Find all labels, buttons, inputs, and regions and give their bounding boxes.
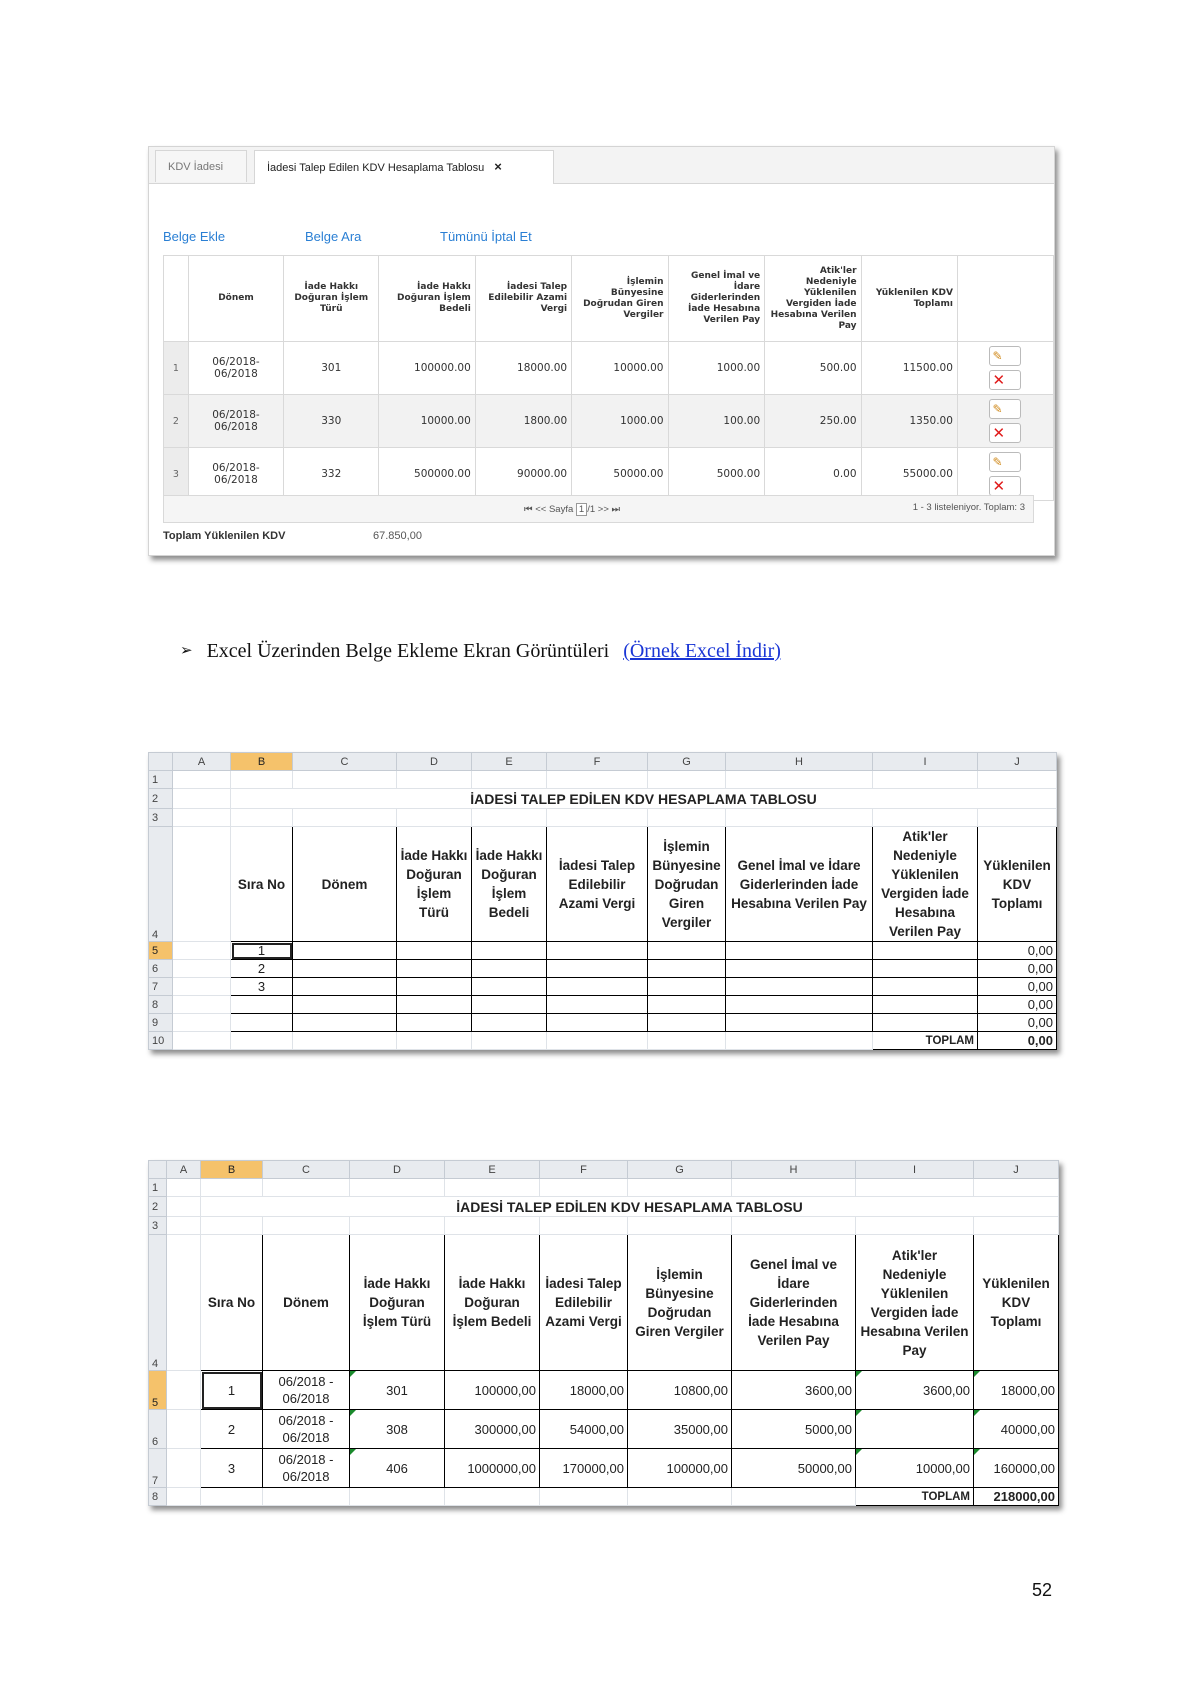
hdr-azami-vergi: İadesi Talep Edilebilir Azami Vergi <box>547 827 648 942</box>
col-header[interactable]: B <box>231 753 293 771</box>
excel-sheet-filled <box>148 1160 1059 1506</box>
table-row[interactable] <box>164 342 1054 395</box>
hdr-islem-turu: İade Hakkı Doğuran İşlem Türü <box>397 827 472 942</box>
cell[interactable] <box>293 978 397 996</box>
cell[interactable] <box>293 1014 397 1032</box>
cell-sira-no[interactable]: 1 <box>201 1371 263 1410</box>
col-islem-bedeli[interactable]: İade Hakkı Doğuran İşlem Bedeli <box>379 256 475 342</box>
toplam-label: TOPLAM <box>856 1488 974 1506</box>
cell[interactable] <box>472 996 547 1014</box>
row-header[interactable]: 8 <box>149 996 173 1014</box>
cell[interactable] <box>547 978 648 996</box>
row-header[interactable]: 10 <box>149 1032 173 1050</box>
row-header[interactable]: 4 <box>149 1235 167 1371</box>
cell[interactable] <box>873 996 978 1014</box>
col-atik-pay[interactable]: Atik'ler Nedeniyle Yüklenilen Vergiden İade Hesabına Verilen Pay <box>765 256 861 342</box>
col-genel-imal-pay[interactable]: Genel İmal ve İdare Giderlerinden İade Hesabına Verilen Pay <box>668 256 765 342</box>
table-row <box>149 996 1057 1014</box>
cell[interactable] <box>472 942 547 960</box>
select-all-corner[interactable] <box>149 753 173 771</box>
cell-kdv-toplami[interactable]: 0,00 <box>978 1014 1057 1032</box>
row-header[interactable]: 6 <box>149 1410 167 1449</box>
cell-kdv-toplami[interactable]: 0,00 <box>978 978 1057 996</box>
hdr-islem-bedeli: İade Hakkı Doğuran İşlem Bedeli <box>472 827 547 942</box>
toplam-value[interactable]: 0,00 <box>978 1032 1057 1050</box>
ornek-excel-indir-link[interactable]: (Örnek Excel İndir) <box>623 640 781 662</box>
cell-atik-pay[interactable] <box>856 1410 974 1449</box>
tab-label: İadesi Talep Edilen KDV Hesaplama Tablosu <box>267 162 485 174</box>
total-row <box>163 530 422 542</box>
cell-giren-vergiler: 10000.00 <box>572 342 668 395</box>
cell[interactable] <box>397 942 472 960</box>
cell[interactable] <box>547 996 648 1014</box>
row-header[interactable]: 3 <box>149 809 173 827</box>
col-header[interactable]: J <box>974 1161 1059 1179</box>
tab-bar <box>149 147 1054 184</box>
col-header[interactable]: F <box>540 1161 628 1179</box>
cell-kdv-toplami[interactable]: 160000,00 <box>974 1449 1059 1488</box>
hdr-sira-no: Sıra No <box>231 827 293 942</box>
table-row[interactable] <box>164 395 1054 448</box>
sheet-title: İADESİ TALEP EDİLEN KDV HESAPLAMA TABLOSU <box>231 789 1057 809</box>
red-x-icon: ✕ <box>992 371 1006 389</box>
toplam-label: TOPLAM <box>873 1032 978 1050</box>
row-header[interactable]: 1 <box>149 771 173 789</box>
cell-islem-bedeli: 100000.00 <box>379 342 475 395</box>
cell[interactable] <box>726 978 873 996</box>
edit-button[interactable] <box>989 452 1021 472</box>
excel-sheet-empty <box>148 752 1057 1050</box>
col-header[interactable]: A <box>173 753 231 771</box>
pencil-icon: ✎ <box>992 455 1003 469</box>
hdr-giren-vergiler: İşlemin Bünyesine Doğrudan Giren Vergiler <box>648 827 726 942</box>
web-screenshot <box>148 146 1055 556</box>
col-header[interactable]: F <box>547 753 648 771</box>
cell[interactable] <box>648 978 726 996</box>
col-actions <box>957 256 1053 342</box>
table-row <box>149 1449 1059 1488</box>
hdr-azami-vergi: İadesi Talep Edilebilir Azami Vergi <box>540 1235 628 1371</box>
cell-sira-no[interactable]: 2 <box>201 1410 263 1449</box>
rownum-header <box>164 256 189 342</box>
table-row <box>149 942 1057 960</box>
cell-donem: 06/2018-06/2018 <box>188 342 283 395</box>
row-header[interactable]: 8 <box>149 1488 167 1506</box>
section-heading <box>180 640 781 663</box>
first-page-icon[interactable]: ⏮ <box>524 504 533 515</box>
col-header[interactable]: H <box>732 1161 856 1179</box>
cell[interactable] <box>397 978 472 996</box>
hdr-genel-imal-pay: Genel İmal ve İdare Giderlerinden İade Hesabına Verilen Pay <box>726 827 873 942</box>
cell[interactable] <box>547 960 648 978</box>
cell-giren-vergiler[interactable]: 10800,00 <box>628 1371 732 1410</box>
cell-azami-vergi: 1800.00 <box>475 395 571 448</box>
cell-atik-pay: 500.00 <box>765 342 861 395</box>
cell-sira-no[interactable]: 1 <box>231 942 293 960</box>
tab-hesaplama-tablosu[interactable] <box>254 150 554 184</box>
next-page-icon[interactable]: >> <box>597 504 609 515</box>
row-header[interactable]: 5 <box>149 942 173 960</box>
cell-islem-turu: 332 <box>284 448 379 501</box>
cell[interactable] <box>397 996 472 1014</box>
col-header[interactable]: E <box>445 1161 540 1179</box>
cell[interactable] <box>472 1014 547 1032</box>
col-header[interactable]: G <box>648 753 726 771</box>
cell-kdv-toplami: 1350.00 <box>861 395 957 448</box>
cell[interactable] <box>648 996 726 1014</box>
cell[interactable] <box>472 978 547 996</box>
table-row <box>149 1371 1059 1410</box>
cell-islem-bedeli[interactable]: 300000,00 <box>445 1410 540 1449</box>
cell[interactable] <box>293 960 397 978</box>
col-header[interactable]: E <box>472 753 547 771</box>
col-header[interactable]: I <box>856 1161 974 1179</box>
sheet-title: İADESİ TALEP EDİLEN KDV HESAPLAMA TABLOSU <box>201 1197 1059 1217</box>
cell-azami-vergi[interactable]: 18000,00 <box>540 1371 628 1410</box>
col-header[interactable]: I <box>873 753 978 771</box>
cell-giren-vergiler[interactable]: 100000,00 <box>628 1449 732 1488</box>
pencil-icon: ✎ <box>992 402 1003 416</box>
cell[interactable] <box>726 942 873 960</box>
row-header[interactable]: 6 <box>149 960 173 978</box>
red-x-icon: ✕ <box>992 424 1006 442</box>
close-icon[interactable]: × <box>494 159 502 174</box>
cell-donem[interactable]: 06/2018 - 06/2018 <box>263 1371 350 1410</box>
cell[interactable] <box>397 960 472 978</box>
cell-islem-bedeli: 500000.00 <box>379 448 475 501</box>
col-donem[interactable]: Dönem <box>188 256 283 342</box>
delete-button[interactable] <box>989 423 1021 443</box>
row-header[interactable]: 2 <box>149 1197 167 1217</box>
col-header[interactable]: A <box>167 1161 201 1179</box>
pencil-icon: ✎ <box>992 349 1003 363</box>
col-azami-vergi[interactable]: İadesi Talep Edilebilir Azami Vergi <box>475 256 571 342</box>
cell[interactable] <box>293 996 397 1014</box>
row-actions <box>957 342 1053 395</box>
row-header[interactable]: 7 <box>149 1449 167 1488</box>
cell-atik-pay: 0.00 <box>765 448 861 501</box>
cell-atik-pay: 250.00 <box>765 395 861 448</box>
cell[interactable] <box>726 960 873 978</box>
col-header[interactable]: D <box>350 1161 445 1179</box>
col-header[interactable]: D <box>397 753 472 771</box>
cell-genel-imal-pay[interactable]: 50000,00 <box>732 1449 856 1488</box>
pagination-controls <box>524 503 620 516</box>
col-header[interactable]: H <box>726 753 873 771</box>
cell-islem-bedeli[interactable]: 1000000,00 <box>445 1449 540 1488</box>
cell[interactable] <box>547 1014 648 1032</box>
arrow-bullet-icon: ➢ <box>180 643 193 659</box>
cell-atik-pay[interactable]: 10000,00 <box>856 1449 974 1488</box>
row-header[interactable]: 1 <box>149 1179 167 1197</box>
cell-sira-no[interactable] <box>231 996 293 1014</box>
cell-sira-no[interactable]: 3 <box>231 978 293 996</box>
cell[interactable] <box>547 942 648 960</box>
row-actions <box>957 448 1053 501</box>
cell[interactable] <box>726 996 873 1014</box>
grid-header-row <box>164 256 1054 342</box>
cell[interactable] <box>648 960 726 978</box>
cell[interactable] <box>873 1014 978 1032</box>
header-row <box>149 1235 1059 1371</box>
cell-donem: 06/2018-06/2018 <box>188 448 283 501</box>
cell-sira-no[interactable] <box>231 1014 293 1032</box>
cell-giren-vergiler: 1000.00 <box>572 395 668 448</box>
red-x-icon: ✕ <box>992 477 1006 495</box>
cell[interactable] <box>293 942 397 960</box>
col-header[interactable]: C <box>293 753 397 771</box>
total-row <box>149 1032 1057 1050</box>
tab-kdv-iadesi[interactable]: KDV İadesi <box>155 150 247 182</box>
cell-kdv-toplami[interactable]: 18000,00 <box>974 1371 1059 1410</box>
row-header[interactable]: 2 <box>149 789 173 809</box>
table-row[interactable] <box>164 448 1054 501</box>
cell-genel-imal-pay[interactable]: 5000,00 <box>732 1410 856 1449</box>
cell-genel-imal-pay: 100.00 <box>668 395 765 448</box>
cell-islem-bedeli[interactable]: 100000,00 <box>445 1371 540 1410</box>
cell-donem[interactable]: 06/2018 - 06/2018 <box>263 1449 350 1488</box>
cell-genel-imal-pay: 1000.00 <box>668 342 765 395</box>
cell-islem-turu[interactable]: 308 <box>350 1410 445 1449</box>
row-number: 2 <box>164 395 189 448</box>
column-header-row <box>149 1161 1059 1179</box>
row-number: 1 <box>164 342 189 395</box>
row-header[interactable]: 9 <box>149 1014 173 1032</box>
cell-atik-pay[interactable]: 3600,00 <box>856 1371 974 1410</box>
cell-donem: 06/2018-06/2018 <box>188 395 283 448</box>
cell[interactable] <box>873 960 978 978</box>
hdr-atik-pay: Atik'ler Nedeniyle Yüklenilen Vergiden İade Hesabına Verilen Pay <box>856 1235 974 1371</box>
cell-giren-vergiler[interactable]: 35000,00 <box>628 1410 732 1449</box>
total-label: Toplam Yüklenilen KDV <box>163 530 286 542</box>
cell[interactable] <box>726 1014 873 1032</box>
cell-islem-turu[interactable]: 406 <box>350 1449 445 1488</box>
page-total: /1 <box>587 504 596 515</box>
hdr-donem: Dönem <box>293 827 397 942</box>
section-heading-text: Excel Üzerinden Belge Ekleme Ekran Görüntüleri <box>206 640 610 662</box>
hdr-kdv-toplami: Yüklenilen KDV Toplamı <box>978 827 1057 942</box>
col-islem-turu[interactable]: İade Hakkı Doğuran İşlem Türü <box>284 256 379 342</box>
cell-islem-turu: 301 <box>284 342 379 395</box>
cell-genel-imal-pay: 5000.00 <box>668 448 765 501</box>
row-header[interactable]: 3 <box>149 1217 167 1235</box>
prev-page-icon[interactable]: << <box>535 504 547 515</box>
row-header[interactable]: 5 <box>149 1371 167 1410</box>
col-header[interactable]: B <box>201 1161 263 1179</box>
hdr-atik-pay: Atik'ler Nedeniyle Yüklenilen Vergiden İade Hesabına Verilen Pay <box>873 827 978 942</box>
col-giren-vergiler[interactable]: İşlemin Bünyesine Doğrudan Giren Vergiler <box>572 256 668 342</box>
hdr-sira-no: Sıra No <box>201 1235 263 1371</box>
hdr-genel-imal-pay: Genel İmal ve İdare Giderlerinden İade Hesabına Verilen Pay <box>732 1235 856 1371</box>
tumunu-iptal-et-link[interactable]: Tümünü İptal Et <box>440 229 532 244</box>
pager <box>163 495 1034 523</box>
cell-kdv-toplami: 11500.00 <box>861 342 957 395</box>
belge-ara-link[interactable]: Belge Ara <box>305 229 362 244</box>
hdr-kdv-toplami: Yüklenilen KDV Toplamı <box>974 1235 1059 1371</box>
cell-islem-bedeli: 10000.00 <box>379 395 475 448</box>
belge-ekle-link[interactable]: Belge Ekle <box>163 229 226 244</box>
cell-sira-no[interactable]: 2 <box>231 960 293 978</box>
cell-azami-vergi: 90000.00 <box>475 448 571 501</box>
delete-button[interactable] <box>989 476 1021 496</box>
edit-button[interactable] <box>989 399 1021 419</box>
kdv-grid <box>163 255 1054 501</box>
row-actions <box>957 395 1053 448</box>
cell-kdv-toplami[interactable]: 0,00 <box>978 996 1057 1014</box>
cell[interactable] <box>873 942 978 960</box>
cell-islem-turu[interactable]: 301 <box>350 1371 445 1410</box>
hdr-islem-bedeli: İade Hakkı Doğuran İşlem Bedeli <box>445 1235 540 1371</box>
last-page-icon[interactable]: ⏭ <box>611 504 621 515</box>
page-input[interactable]: 1 <box>576 503 587 516</box>
hdr-islem-turu: İade Hakkı Doğuran İşlem Türü <box>350 1235 445 1371</box>
cell-azami-vergi[interactable]: 54000,00 <box>540 1410 628 1449</box>
cell-azami-vergi[interactable]: 170000,00 <box>540 1449 628 1488</box>
row-header[interactable]: 7 <box>149 978 173 996</box>
select-all-corner[interactable] <box>149 1161 167 1179</box>
cell-sira-no[interactable]: 3 <box>201 1449 263 1488</box>
total-row <box>149 1488 1059 1506</box>
cell-azami-vergi: 18000.00 <box>475 342 571 395</box>
record-count: 1 - 3 listeleniyor. Toplam: 3 <box>912 502 1025 513</box>
table-row <box>149 978 1057 996</box>
page-label: Sayfa <box>548 504 574 515</box>
cell-islem-turu: 330 <box>284 395 379 448</box>
cell[interactable] <box>397 1014 472 1032</box>
cell-kdv-toplami[interactable]: 0,00 <box>978 960 1057 978</box>
header-row <box>149 827 1057 942</box>
cell[interactable] <box>873 978 978 996</box>
hdr-donem: Dönem <box>263 1235 350 1371</box>
cell-kdv-toplami: 55000.00 <box>861 448 957 501</box>
cell-giren-vergiler: 50000.00 <box>572 448 668 501</box>
cell-kdv-toplami[interactable]: 0,00 <box>978 942 1057 960</box>
col-kdv-toplami[interactable]: Yüklenilen KDV Toplamı <box>861 256 957 342</box>
col-header[interactable]: J <box>978 753 1057 771</box>
total-value: 67.850,00 <box>373 530 422 542</box>
edit-button[interactable] <box>989 346 1021 366</box>
cell[interactable] <box>648 1014 726 1032</box>
hdr-giren-vergiler: İşlemin Bünyesine Doğrudan Giren Vergiler <box>628 1235 732 1371</box>
row-number: 3 <box>164 448 189 501</box>
cell[interactable] <box>472 960 547 978</box>
table-row <box>149 1410 1059 1449</box>
column-header-row <box>149 753 1057 771</box>
row-header[interactable]: 4 <box>149 827 173 942</box>
table-row <box>149 960 1057 978</box>
cell-kdv-toplami[interactable]: 40000,00 <box>974 1410 1059 1449</box>
col-header[interactable]: G <box>628 1161 732 1179</box>
delete-button[interactable] <box>989 370 1021 390</box>
cell-genel-imal-pay[interactable]: 3600,00 <box>732 1371 856 1410</box>
table-row <box>149 1014 1057 1032</box>
cell-donem[interactable]: 06/2018 - 06/2018 <box>263 1410 350 1449</box>
toplam-value[interactable]: 218000,00 <box>974 1488 1059 1506</box>
page-number: 52 <box>1032 1580 1053 1600</box>
cell[interactable] <box>648 942 726 960</box>
col-header[interactable]: C <box>263 1161 350 1179</box>
